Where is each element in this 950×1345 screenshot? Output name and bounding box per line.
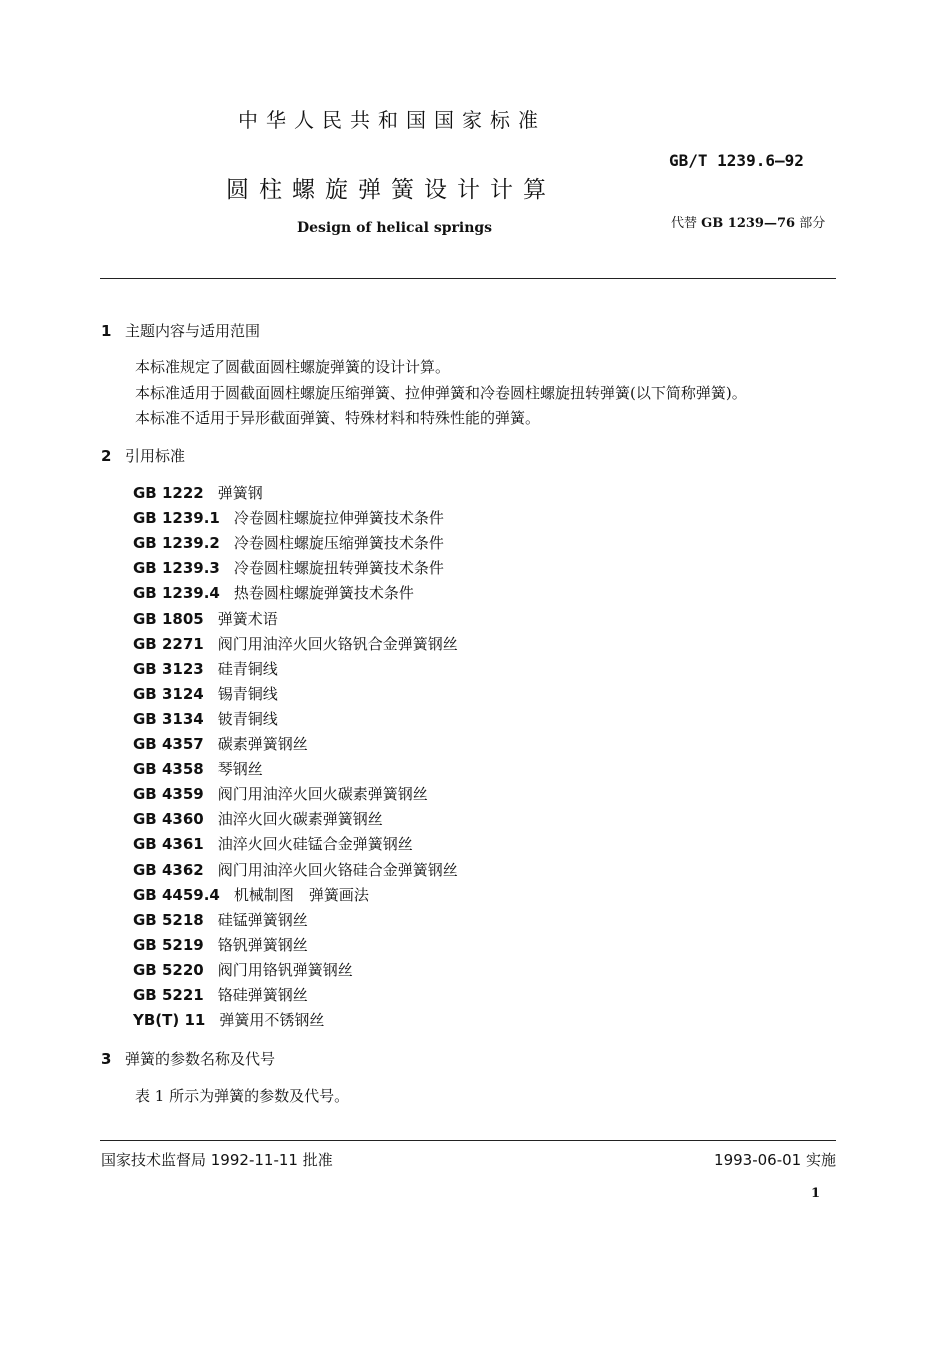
effective-date: 1993-06-01 实施 [714,1151,836,1169]
reference-item [133,733,308,754]
reference-code: GB 4358 [133,760,204,779]
reference-code: YB(T) 11 [133,1011,206,1030]
reference-title: 铬钒弹簧钢丝 [217,935,308,954]
paragraph: 本标准规定了圆截面圆柱螺旋弹簧的设计计算。 [135,358,451,376]
reference-code: GB 4359 [133,785,204,804]
reference-title: 冷卷圆柱螺旋压缩弹簧技术条件 [233,534,444,553]
reference-title: 冷卷圆柱螺旋拉伸弹簧技术条件 [233,509,444,528]
reference-item [133,608,278,629]
reference-item [133,909,308,930]
section-title: 弹簧的参数名称及代号 [125,1050,276,1068]
reference-item [133,482,263,503]
section-heading [101,1048,275,1069]
replaces-note [671,212,825,231]
reference-code: GB 4360 [133,810,204,829]
reference-title: 冷卷圆柱螺旋扭转弹簧技术条件 [233,559,444,578]
reference-title: 硅青铜线 [217,659,278,678]
reference-item [133,708,278,729]
reference-item [133,833,413,854]
reference-item [133,959,353,980]
replaces-prefix: 代替 [671,216,698,231]
section-number: 1 [101,322,112,340]
reference-code: GB 1805 [133,609,204,628]
reference-title: 阀门用油淬火回火碳素弹簧钢丝 [217,785,428,804]
reference-code: GB 4357 [133,735,204,753]
reference-code: GB 1239.2 [133,534,220,553]
reference-title: 油淬火回火硅锰合金弹簧钢丝 [217,835,413,854]
reference-title: 锡青铜线 [217,684,278,703]
reference-item [133,934,308,955]
standard-number: GB/T 1239.6—92 [669,151,804,170]
reference-item [133,532,444,553]
reference-code: GB 1222 [133,484,204,502]
section-number: 3 [101,1050,112,1068]
document-title-cn: 圆柱螺旋弹簧设计计算 [226,177,556,203]
reference-code: GB 4362 [133,860,204,879]
reference-title: 铬硅弹簧钢丝 [217,986,308,1004]
replaces-suffix: 部分 [799,216,826,231]
reference-item [133,1009,324,1030]
reference-title: 阀门用铬钒弹簧钢丝 [217,960,353,979]
reference-title: 弹簧钢 [217,484,263,502]
reference-code: GB 4459.4 [133,885,220,904]
reference-code: GB 1239.3 [133,559,220,578]
section-heading [101,320,260,341]
reference-code: GB 5220 [133,960,204,979]
reference-title: 弹簧术语 [217,609,278,628]
reference-title: 机械制图 弹簧画法 [233,885,369,904]
reference-item [133,658,278,679]
reference-code: GB 5219 [133,935,204,954]
reference-item [133,633,458,654]
reference-title: 硅锰弹簧钢丝 [217,910,308,929]
paragraph: 表 1 所示为弹簧的参数及代号。 [135,1087,350,1105]
reference-item [133,859,458,880]
reference-item [133,884,369,905]
footer-divider [100,1140,836,1141]
reference-title: 阀门用油淬火回火铬钒合金弹簧钢丝 [217,634,458,653]
reference-title: 热卷圆柱螺旋弹簧技术条件 [233,584,414,603]
reference-code: GB 2271 [133,634,204,653]
document-title-en: Design of helical springs [297,220,493,236]
reference-code: GB 3124 [133,684,204,703]
standard-category: 中华人民共和国国家标准 [238,108,546,132]
paragraph: 本标准不适用于异形截面弹簧、特殊材料和特殊性能的弹簧。 [135,409,541,427]
reference-code: GB 4361 [133,835,204,854]
replaces-code: GB 1239—76 [701,216,796,231]
reference-item [133,808,383,829]
section-heading [101,445,185,466]
section-title: 引用标准 [125,447,186,465]
reference-title: 油淬火回火碳素弹簧钢丝 [217,810,383,829]
approval-note: 国家技术监督局 1992-11-11 批准 [101,1151,333,1169]
reference-item [133,984,308,1005]
reference-item [133,582,414,603]
page-number: 1 [810,1186,820,1201]
section-title: 主题内容与适用范围 [125,322,261,340]
reference-item [133,758,263,779]
reference-title: 碳素弹簧钢丝 [217,735,308,753]
reference-title: 铍青铜线 [217,709,278,728]
reference-item [133,783,428,804]
reference-title: 阀门用油淬火回火铬硅合金弹簧钢丝 [217,860,458,879]
reference-code: GB 3134 [133,709,204,728]
reference-item [133,683,278,704]
reference-code: GB 5221 [133,986,204,1004]
section-number: 2 [101,447,112,465]
reference-code: GB 1239.4 [133,584,220,603]
reference-item [133,557,444,578]
header-divider [100,278,836,279]
reference-code: GB 1239.1 [133,509,220,528]
reference-title: 弹簧用不锈钢丝 [219,1011,325,1030]
reference-code: GB 5218 [133,910,204,929]
reference-title: 琴钢丝 [217,760,263,779]
reference-code: GB 3123 [133,659,204,678]
reference-item [133,507,444,528]
paragraph: 本标准适用于圆截面圆柱螺旋压缩弹簧、拉伸弹簧和冷卷圆柱螺旋扭转弹簧(以下简称弹簧)。 [135,384,747,402]
